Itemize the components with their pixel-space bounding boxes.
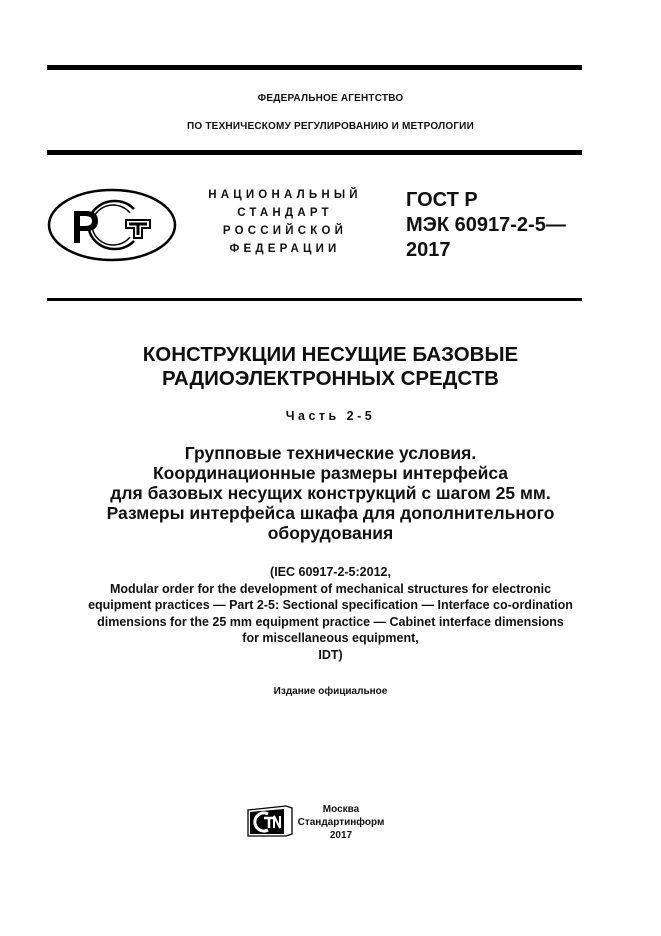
part-number: Часть 2-5 (285, 409, 376, 423)
edition-label: Издание официальное (273, 686, 388, 697)
national-standard-line: РОССИЙСКОЙ (222, 225, 348, 237)
agency-name-line1: ФЕДЕРАЛЬНОЕ АГЕНТСТВО (257, 93, 404, 104)
reference-line: dimensions for the 25 mm equipment practice — Cabinet interface dimensions (97, 614, 564, 629)
international-reference (0, 564, 661, 663)
designation-line2: МЭК 60917-2-5— (406, 214, 566, 236)
subtitle-line: Размеры интерфейса шкафа для дополнительного (106, 503, 555, 523)
subtitle-line: оборудования (267, 523, 394, 543)
reference-line: equipment practices — Part 2-5: Sectional specification — Interface co-ordination (88, 598, 573, 612)
national-standard-line: НАЦИОНАЛЬНЫЙ (208, 189, 362, 201)
reference-line: for miscellaneous equipment, (242, 631, 419, 645)
reference-line: IDT) (318, 647, 343, 662)
reference-line: (IEC 60917-2-5:2012, (270, 565, 391, 579)
standartinform-logo-icon (246, 804, 294, 838)
designation-line3: 2017 (406, 239, 451, 261)
publisher-block (296, 803, 386, 842)
document-subtitle (0, 443, 661, 543)
agency-name-line2: ПО ТЕХНИЧЕСКОМУ РЕГУЛИРОВАНИЮ И МЕТРОЛОГИИ (187, 121, 474, 132)
national-standard-label (196, 186, 374, 258)
rst-gost-logo-icon (46, 187, 178, 263)
publisher-city: Москва (322, 804, 360, 815)
document-title (0, 343, 661, 391)
national-standard-line: СТАНДАРТ (237, 207, 333, 219)
national-standard-line: ФЕДЕРАЦИИ (229, 243, 341, 255)
title-line: КОНСТРУКЦИИ НЕСУЩИЕ БАЗОВЫЕ (142, 343, 519, 366)
top-rule (47, 65, 582, 70)
middle-rule (47, 150, 582, 155)
subtitle-line: для базовых несущих конструкций с шагом 25 мм. (110, 483, 551, 503)
standard-designation (406, 188, 566, 263)
publisher-year: 2017 (329, 830, 353, 841)
bottom-rule (47, 298, 582, 301)
title-line: РАДИОЭЛЕКТРОННЫХ СРЕДСТВ (162, 367, 499, 390)
designation-line1: ГОСТ Р (406, 189, 478, 211)
subtitle-line: Групповые технические условия. (184, 443, 477, 463)
reference-line: Modular order for the development of mechanical structures for electronic (109, 581, 552, 596)
publisher-name: Стандартинформ (297, 817, 385, 828)
subtitle-line: Координационные размеры интерфейса (152, 463, 509, 483)
